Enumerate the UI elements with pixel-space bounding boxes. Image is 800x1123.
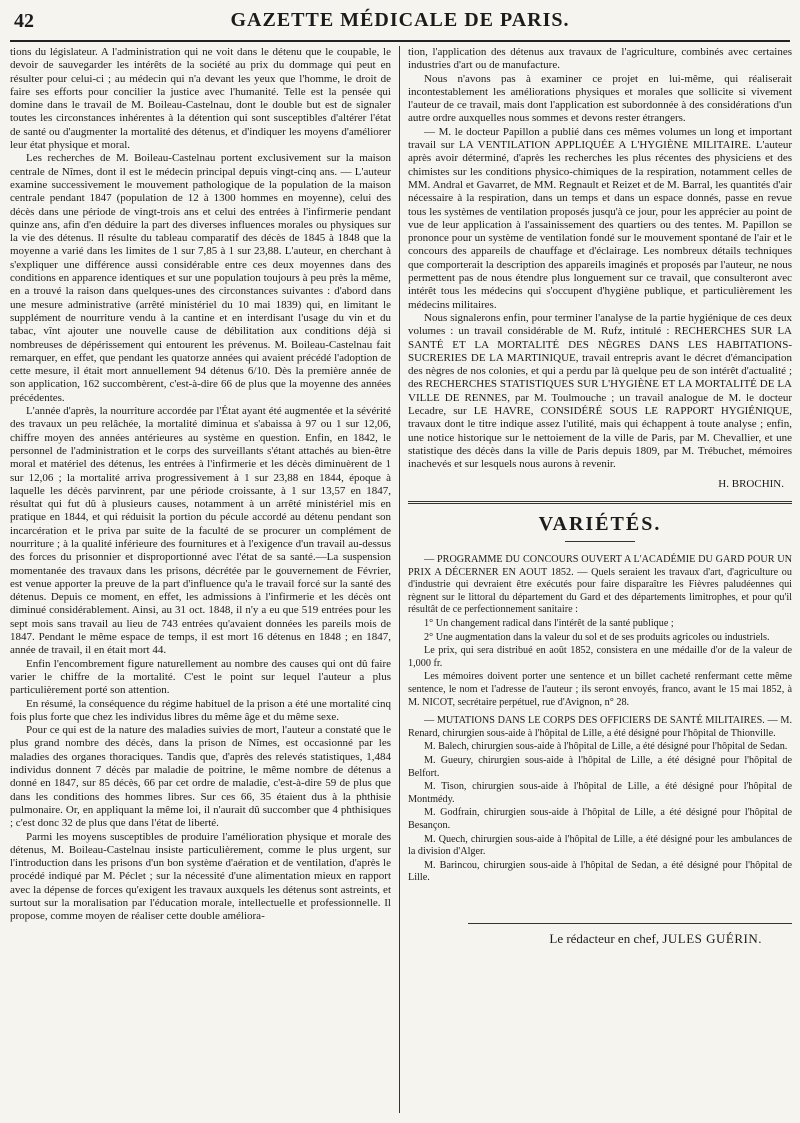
notice-paragraph: M. Tison, chirurgien sous-aide à l'hôpital de Lille, a été désigné pour l'hôpital de Montmédy. [408, 781, 792, 805]
paragraph: L'année d'après, la nourriture accordée par l'État ayant été augmentée et la sévérité des travaux un peu relâchée, la mortalité diminua et s'abaissa à 97 ou 1 sur 12,06, chiffre moyen des années antérieures au système en question. Enfin, en 1842, le personnel de l'administration et le corps des surveillants s'étant attachés au bien-être moral et matériel des détenus, les entrées à l'infirmerie et les décès diminuèrent de 1 sur 12,06 ; la mortalité arriva progressivement à 1 sur 23,88 en 1844, époque à laquelle les décès parvinrent, par une période croissante, à 1 sur 13,57 en 1847, résultat qui fut dû à plusieurs causes, notamment à un arrêté ministériel mis en pratique en 1844, et qui réduisit la portion du pécule accordé au détenu pendant son incarcération et le priva par suite de la faculté de se procurer un complément de nourriture ; à la qualité inférieure des fournitures et à l'exigence d'un travail au-dessus des forces du prisonnier et disproportionné avec l'état de sa santé.—La suspension momentanée des travaux dans les prisons, décrétée par le gouvernement de Février, est venue apporter la preuve de la part d'influence qu'a le travail forcé sur la santé des détenus. Depuis ce moment, en effet, les admissions à l'infirmerie et les décès ont diminué considérablement. Ainsi, au 31 oct. 1848, il n'y a eu que 519 entrées pour les sept mois sans travail au lieu de 743 entrées qu'avaient données les pareils mois de 1847. Pendant le même espace de temps, il est mort 16 détenus en 1848 ; en 1847, année de travail, il en était mort 44. [10, 405, 391, 657]
notice-paragraph: Le prix, qui sera distribué en août 1852, consistera en une médaille d'or de la valeur de 1,000 fr. [408, 645, 792, 669]
section-divider [408, 501, 792, 504]
title-underline [565, 541, 635, 542]
notice-paragraph: M. Barincou, chirurgien sous-aide à l'hôpital de Sedan, a été désigné pour l'hôpital de Lille. [408, 859, 792, 884]
notice-paragraph: Les mémoires doivent porter une sentence et un billet cacheté renfermant cette même sentence, le nom et l'adresse de l'auteur ; ils seront envoyés, franco, avant le 15 mai 1852, à M. NICOT, secrétaire perpétuel, rue d'Avignon, n° 28. [408, 671, 792, 708]
notice-paragraph: M. Balech, chirurgien sous-aide à l'hôpital de Lille, a été désigné pour l'hôpital de Sedan. [424, 741, 788, 753]
paragraph: En résumé, la conséquence du régime habituel de la prison a été une mortalité cinq fois plus forte que chez les individus libres du même âge et du même sexe. [10, 697, 391, 723]
notice-paragraph: — PROGRAMME DU CONCOURS OUVERT A L'ACADÉMIE DU GARD POUR UN PRIX A DÉCERNER EN AOUT 1852. — Quels seraient les travaux d'art, d'agriculture ou d'industrie qui devraient être exécutés pour faire disparaître les Fièvres paludéennes qui règnent sur le littoral du département du Gard et des départements limitrophes, et pour qu'il résultât de ce perfectionnement sanitaire : [408, 554, 792, 616]
editor-name: JULES GUÉRIN. [662, 930, 762, 946]
paragraph: — M. le docteur Papillon a publié dans ces mêmes volumes un long et important travail sur LA VENTILATION APPLIQUÉE A L'HYGIÈNE MILITAIRE. L'auteur après avoir déterminé, d'après les recherches les plus récentes des physiciens et des chimistes sur les conditions physico-chimiques de la respiration, notamment celles de MM. Andral et Gavarret, de MM. Regnault et Reizet et de M. Barral, les quantités d'air nécessaire à la respiration, dans un temps et dans un espace donnés, passe en revue tous les systèmes de ventilation proposés jusqu'à ce jour, pour les apprécier au point de vue de leur application à l'assainissement des quartiers ou des tentes. M. Papillon se prononce pour un système de ventilation fondé sur le mouvement spontané de l'air et le concours des appareils de chauffage et d'éclairage. Les nombreux détails techniques que comporterait la description des appareils imaginés et proposés par l'auteur, ne nous permettent pas de nous étendre plus longuement sur ce travail, que consulteront avec intérêt tous les médecins qui s'occupent d'hygiène publique, et particulièrement les médecins militaires. [408, 125, 792, 311]
paragraph: Nous signalerons enfin, pour terminer l'analyse de la partie hygiénique de ces deux volumes : un travail considérable de M. Rufz, intitulé : RECHERCHES SUR LA SANTÉ ET LA MORTALITÉ DES NÈGRES DANS LES HABITATIONS-SUCRERIES DE LA MARTINIQUE, travail entrepris avant le décret d'émancipation des nègres de nos colonies, et qui a perdu par là quelque peu de son intérêt d'actualité ; des RECHERCHES STATISTIQUES SUR L'HYGIÈNE ET LA MORTALITÉ DE LA VILLE DE RENNES, par M. Toulmouche ; un travail analogue de M. le docteur Lecadre, sur LE HAVRE, CONSIDÉRÉ SOUS LE RAPPORT HYGIÉNIQUE, travaux dont le titre indique assez l'utilité, mais qui échappent à toute analyse ; enfin, une notice historique sur le nettoiement de la ville de Paris, par M. Chevallier, et une statistique des décès dans la ville de Paris depuis 1809, par M. Trébuchet, mémoires inachevés et sur lesquels nous aurons à revenir. [408, 311, 792, 471]
paragraph: Pour ce qui est de la nature des maladies suivies de mort, l'auteur a constaté que le plus grand nombre des décès, dans la prison de Nîmes, est occasionné par les maladies des organes thoraciques. Tandis que, d'après des relevés statistiques, 1,484 individus donnent 7 décès par maladie de poitrine, le même nombre de détenus a donné en 1847, sur 85 décès, 66 par cet ordre de maladie, c'est-à-dire 59 de plus que dans les conditions des hommes libres. Sur ces 66, 35 étaient dus à la phthisie pulmonaire. Or, en appliquant la même loi, il n'aurait dû succomber que 4 phthisiques ; c'est donc 32 de plus que dans l'état de liberté. [10, 724, 391, 830]
paragraph: tions du législateur. A l'administration qui ne voit dans le détenu que le coupable, le devoir de sauvegarder les intérêts de la société au prix du dommage qui peut en résulter pour celui-ci ; au médecin qui n'a devant les yeux que l'homme, le droit de faire ses efforts pour concilier la justice avec l'humanité. Telle est la pensée qui domine dans le travail de M. Boileau-Castelnau, dont le double but est de signaler toutes les circonstances inhérentes à la détention qui sont susceptibles d'altérer l'état de santé ou d'augmenter la mortalité des détenus, et d'indiquer les moyens d'améliorer leur état physique et moral. [10, 46, 391, 152]
notice-paragraph: M. Godfrain, chirurgien sous-aide à l'hôpital de Lille, a été désigné pour l'hôpital de Besançon. [408, 807, 792, 831]
journal-title: GAZETTE MÉDICALE DE PARIS. [230, 9, 570, 31]
editor-credit [408, 932, 762, 945]
paragraph: tion, l'application des détenus aux travaux de l'agriculture, combinés avec certaines industries d'art ou de manufacture. [408, 46, 792, 72]
paragraph: Les recherches de M. Boileau-Castelnau portent exclusivement sur la maison centrale de Nîmes, dont il est le médecin principal depuis vingt-cinq ans. — L'auteur examine successivement le mouvement pathologique de la population de la maison centrale pendant 1847 (population de 12 à 1300 hommes en moyenne), celui des décès dans une période de vingt-trois ans et celui des entrées à l'infirmerie pendant quinze ans, afin d'en déduire la part des diverses influences morales ou physiques sur la vie des détenus. Il résulte du tableau comparatif des décès de 1845 à 1848 que la moyenne a varié dans les limites de 1 sur 7,85 à 1 sur 23,88. L'auteur, en cherchant à s'expliquer une différence aussi considérable entre ces deux moyennes dans des conditions en apparence identiques et sur une population toujours à peu près la même, en a trouvé la raison dans quelques-unes des circonstances suivantes : d'abord dans une mesure administrative (arrêté ministériel du 10 mai 1839) qui, en limitant le supplément de nourriture vendu à la cantine et en interdisant l'usage du vin et du tabac, vînt ajouter une nouvelle cause de débilitation aux conditions déjà si nombreuses de dépérissement qui entourent les prévenus. M. Boileau-Castelnau fait remarquer, en effet, que pendant les quatorze années qui avaient précédé l'adoption de cette mesure, il était mort annuellement 94 détenus 6/10. Dès la première année de son application, 162 succombèrent, c'est-à-dire 66 de plus que la moyenne des années précédentes. [10, 152, 391, 404]
editor-divider [468, 923, 792, 924]
left-column [10, 46, 400, 1113]
notice-paragraph: M. Gueury, chirurgien sous-aide à l'hôpital de Lille, a été désigné pour l'hôpital de Belfort. [408, 755, 792, 779]
editor-label: Le rédacteur en chef, [549, 930, 660, 946]
notice-paragraph: 2° Une augmentation dans la valeur du sol et de ses produits agricoles ou industriels. [424, 631, 770, 643]
notice-paragraph: — MUTATIONS DANS LE CORPS DES OFFICIERS DE SANTÉ MILITAIRES. — M. Renard, chirurgien sous-aide à l'hôpital de Lille, a été désigné pour l'hôpital de Thionville. [408, 715, 792, 739]
section-title: VARIÉTÉS. [538, 512, 662, 535]
author-signature: H. BROCHIN. [718, 477, 784, 490]
notice-paragraph: M. Quech, chirurgien sous-aide à l'hôpital de Lille, a été désigné pour les ambulances de la division d'Alger. [408, 833, 792, 858]
page-number: 42 [14, 10, 34, 32]
paragraph: Parmi les moyens susceptibles de produire l'amélioration physique et morale des détenus, M. Boileau-Castelnau insiste particulièrement, comme le plus urgent, sur l'introduction dans les prisons d'un bon système d'aération et de ventilation, d'après le procédé indiqué par M. Péclet ; sur la nécessité d'une alimentation mieux en rapport avec la dépense de forces qu'exigent les travaux auxquels les détenus sont astreints, et surtout sur la moralisation par l'éducation morale, intellectuelle et professionnelle. Il propose, comme moyen de réaliser cette double améliora- [10, 830, 391, 923]
notice-paragraph: 1° Un changement radical dans l'intérêt de la santé publique ; [424, 618, 674, 630]
paragraph: Nous n'avons pas à examiner ce projet en lui-même, qui réaliserait incontestablement les améliorations physiques et morales que sollicite si vivement l'auteur de ce travail, mais dont l'application est subordonnée à des considérations d'un autre ordre auxquelles nous sommes et devons rester étrangers. [408, 72, 792, 125]
paragraph: Enfin l'encombrement figure naturellement au nombre des causes qui ont dû faire varier le chiffre de la mortalité. C'est le point sur lequel l'auteur a plus particulièrement porté son attention. [10, 657, 391, 697]
right-column [408, 46, 792, 1113]
varietes-notices [408, 554, 792, 885]
page-header [10, 6, 790, 42]
